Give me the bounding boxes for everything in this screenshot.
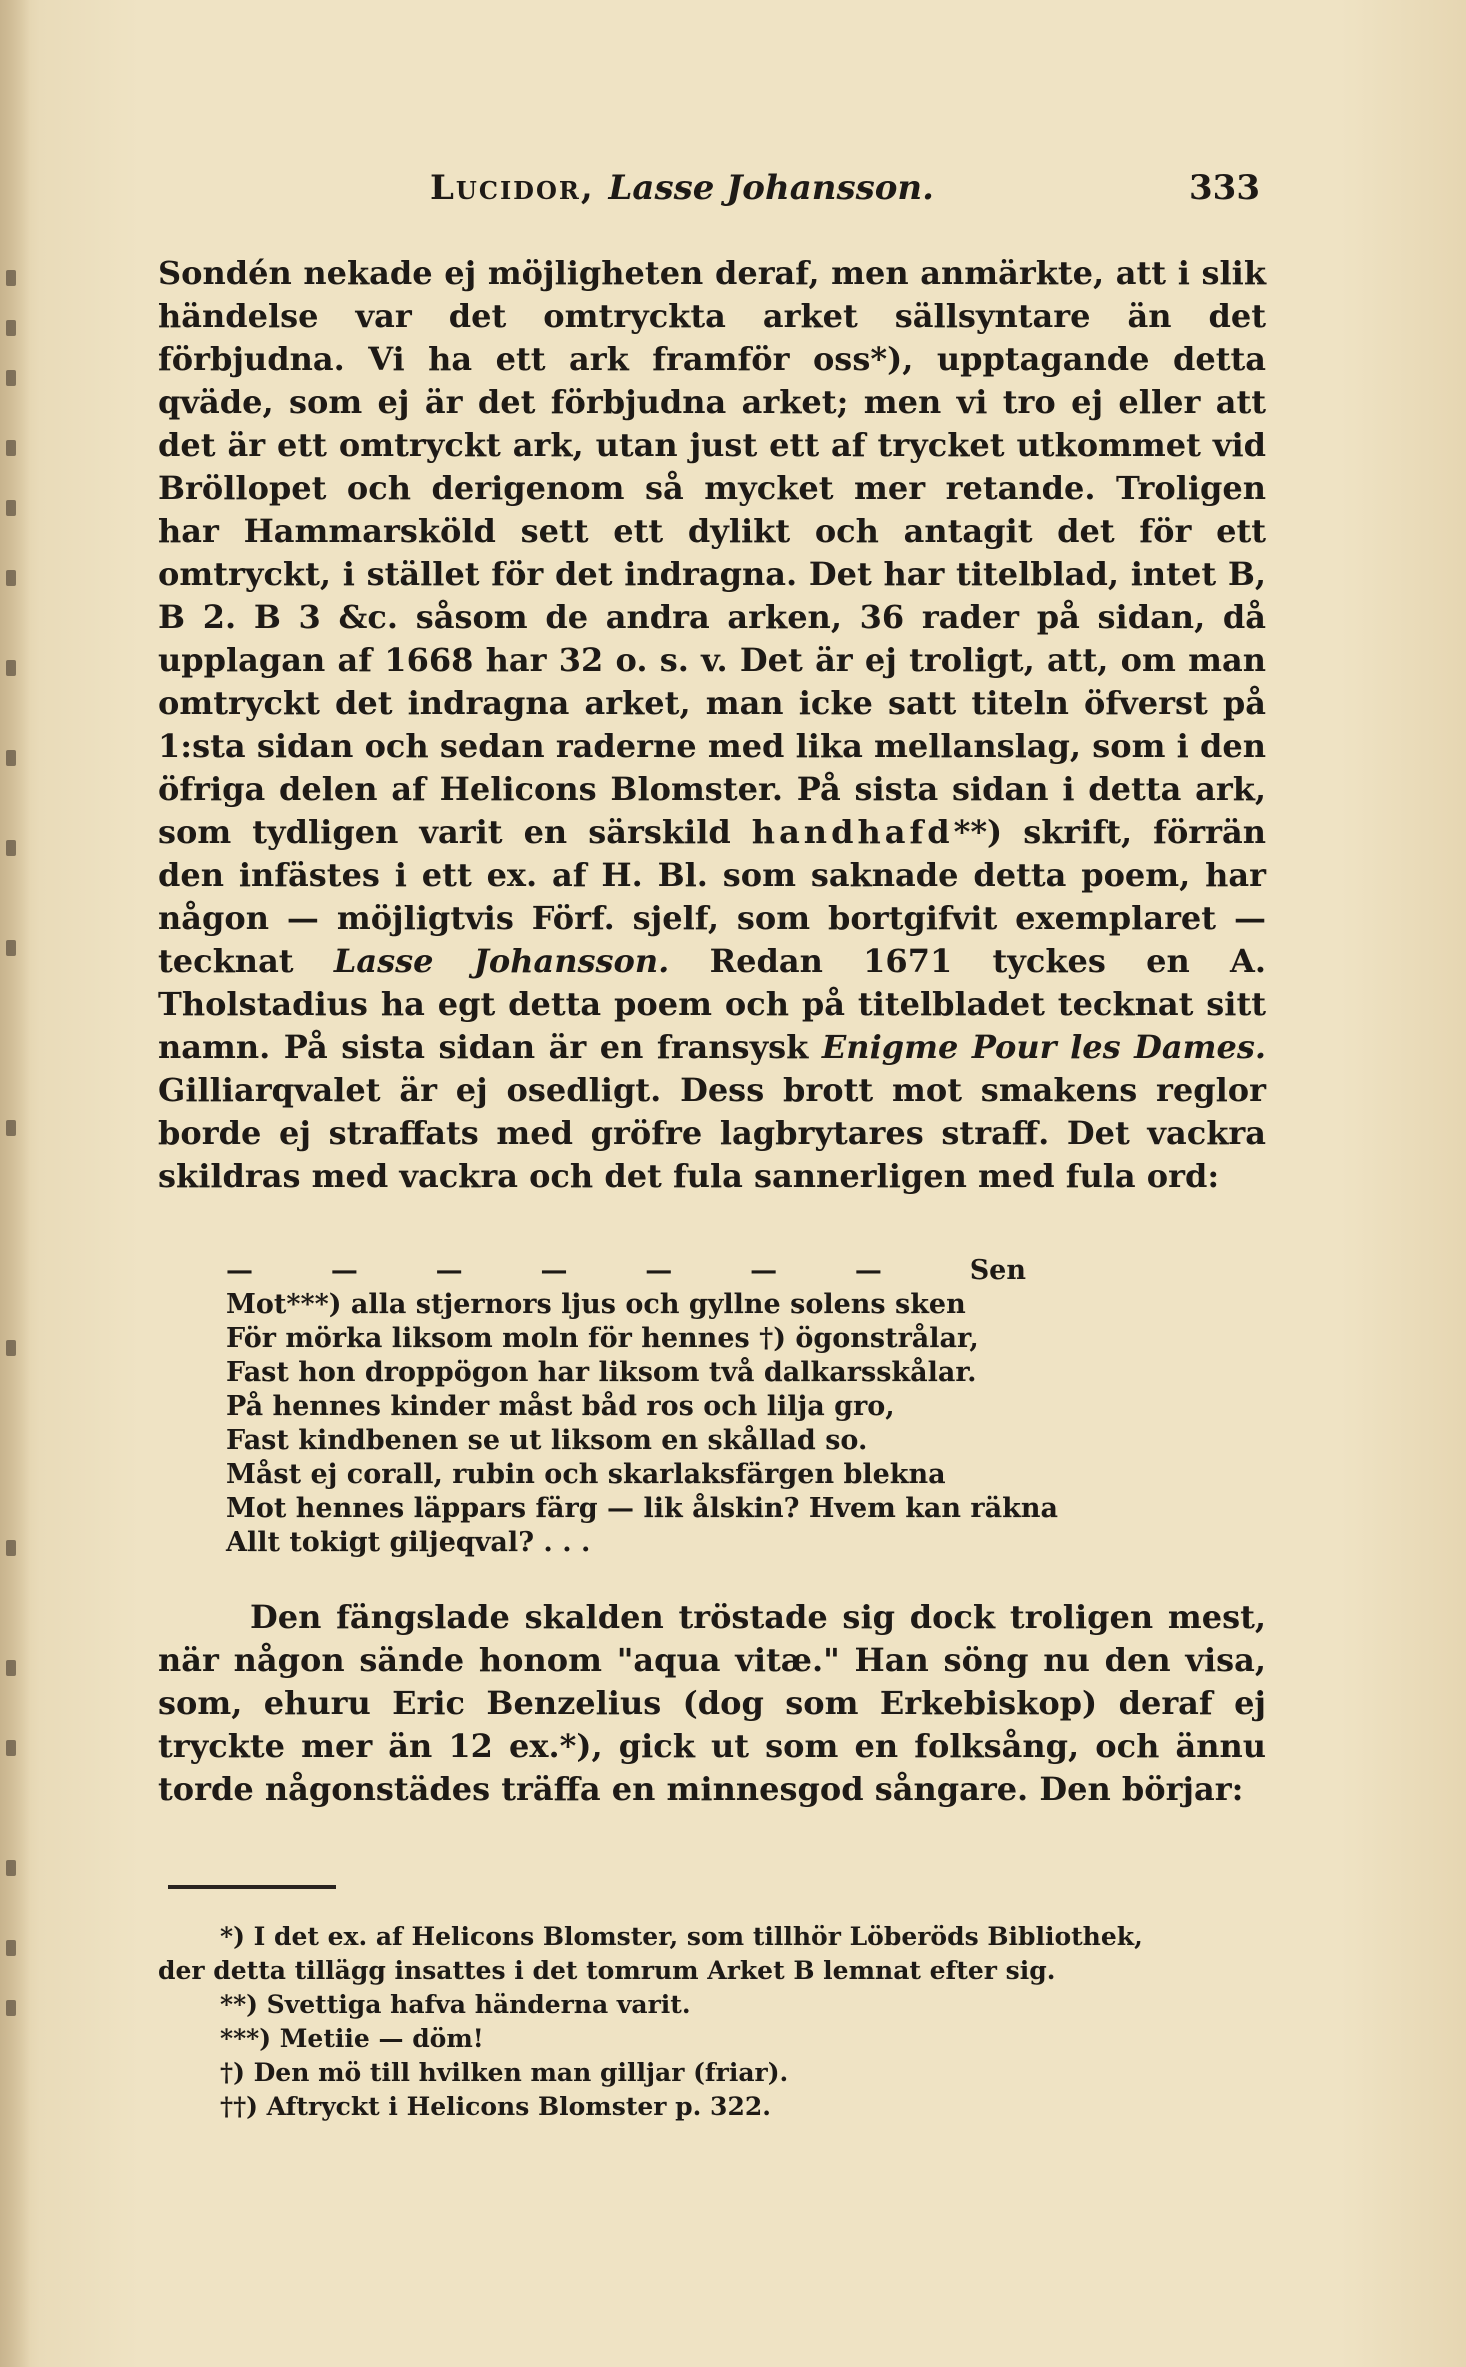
footnote-line: ††) Aftryckt i Helicons Blomster p. 322. — [220, 2092, 771, 2121]
footnote-rule — [168, 1885, 336, 1889]
margin-marks — [0, 240, 30, 2100]
paragraph-1-text-b: **) skrift, förrän den infästes i ett ex. af H. Bl. som saknade detta poem, har någon — möjligtvis Förf. sjelf, som bortgifvit exemplaret — tecknat — [158, 813, 1267, 980]
poem-dash: — — [330, 1255, 358, 1286]
poem-dash: — — [435, 1255, 463, 1286]
page-header — [430, 168, 1260, 218]
footnote-line: †) Den mö till hvilken man gilljar (friar). — [220, 2058, 789, 2087]
poem-first-word: Sen — [969, 1255, 1026, 1286]
poem-dash-line — [226, 1254, 1026, 1288]
poem-dash: — — [645, 1255, 673, 1286]
poem-line: Fast hon droppögon har liksom två dalkarsskålar. — [226, 1357, 977, 1388]
paragraph-1-text-c: Redan 1671 tyckes en A. Tholstadius ha egt detta poem och på titelbladet tecknat sitt namn. På sista sidan är en fransysk — [158, 942, 1267, 1066]
poem-quotation — [226, 1254, 1126, 1560]
poem-line: Fast kindbenen se ut liksom en skållad so. — [226, 1425, 868, 1456]
running-head-author: Lucidor — [430, 168, 581, 208]
running-head-separator: , — [580, 168, 609, 208]
running-head-title: Lasse Johansson. — [608, 168, 934, 208]
paragraph-1-italic-title: Enigme Pour les Dames. — [821, 1028, 1267, 1066]
poem-line: Mot***) alla stjernors ljus och gyllne solens sken — [226, 1289, 966, 1320]
page-number: 333 — [1189, 168, 1260, 208]
paragraph-1-text-d: Gilliarqvalet är ej osedligt. Dess brott mot smakens reglor borde ej straffats med gröfre lagbrytares straff. Det vackra skildras med vackra och det fula sannerligen med fula ord: — [158, 1071, 1266, 1195]
poem-dash: — — [750, 1255, 778, 1286]
footnote-line: *) I det ex. af Helicons Blomster, som tillhör Löberöds Bibliothek, — [220, 1922, 1143, 1951]
footnotes — [158, 1920, 1266, 2124]
body-paragraph-1 — [158, 252, 1266, 1198]
body-paragraph-2 — [158, 1596, 1266, 1811]
poem-line: Allt tokigt giljeqval? . . . — [226, 1527, 591, 1558]
paragraph-1-italic-name: Lasse Johansson. — [333, 942, 670, 980]
poem-dash: — — [226, 1255, 253, 1286]
paragraph-1-spaced-word: handhafd — [751, 813, 954, 851]
poem-line: Mot hennes läppars färg — lik ålskin? Hvem kan räkna — [226, 1493, 1058, 1524]
poem-dash: — — [540, 1255, 568, 1286]
poem-line: Måst ej corall, rubin och skarlaksfärgen blekna — [226, 1459, 946, 1490]
poem-dash: — — [854, 1255, 882, 1286]
footnote-line: der detta tillägg insattes i det tomrum Arket B lemnat efter sig. — [158, 1956, 1056, 1985]
paragraph-1-text-a: Sondén nekade ej möjligheten deraf, men anmärkte, att i slik händelse var det omtryckta arket sällsyntare än det förbjudna. Vi ha ett ark framför oss*), upptagande detta qväde, som ej är det förbjudna arket; men vi tro ej eller att det är ett omtryckt ark, utan just ett af trycket utkommet vid Bröllopet och derigenom så mycket mer retande. Troligen har Hammarsköld sett ett dylikt och antagit det för ett omtryckt, i stället för det indragna. Det har titelblad, intet B, B 2. B 3 &c. såsom de andra arken, 36 rader på sidan, då upplagan af 1668 har 32 o. s. v. Det är ej troligt, att, om man omtryckt det indragna arket, man icke satt titeln öfverst på 1:sta sidan och sedan raderne med lika mellanslag, som i den öfriga delen af Helicons Blomster. På sista sidan i detta ark, som tydligen varit en särskild — [158, 254, 1266, 851]
running-head — [430, 168, 934, 208]
footnote-line: **) Svettiga hafva händerna varit. — [220, 1990, 691, 2019]
poem-line: För mörka liksom moln för hennes †) ögonstrålar, — [226, 1323, 979, 1354]
paragraph-2-text: Den fängslade skalden tröstade sig dock troligen mest, när någon sände honom "aqua vitæ." Han söng nu den visa, som, ehuru Eric Benzelius (dog som Erkebiskop) deraf ej tryckte mer än 12 ex.*), gick ut som en folksång, och ännu torde någonstädes träffa en minnesgod sångare. Den börjar: — [158, 1598, 1266, 1808]
footnote-line: ***) Metiie — döm! — [220, 2024, 484, 2053]
poem-line: På hennes kinder måst båd ros och lilja gro, — [226, 1391, 895, 1422]
